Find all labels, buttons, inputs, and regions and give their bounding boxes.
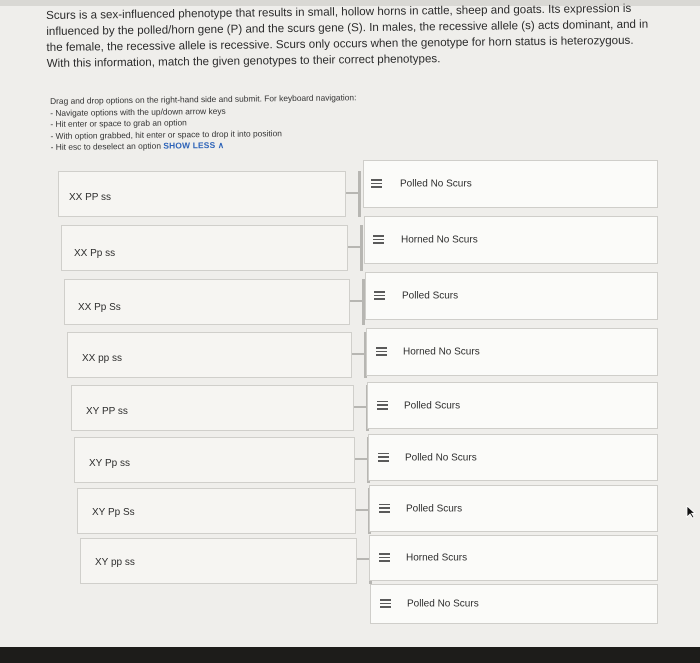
phenotype-label: Polled Scurs [406, 503, 463, 514]
connector [354, 406, 366, 408]
genotype-label: XX pp ss [82, 353, 123, 364]
drag-handle-icon[interactable] [377, 401, 388, 410]
phenotype-option[interactable] [366, 328, 658, 376]
instruction-step: - With option grabbed, hit enter or space to drop it into position [50, 127, 282, 141]
genotype-label: XY Pp Ss [92, 507, 135, 518]
instructions [50, 91, 451, 154]
drag-handle-icon[interactable] [379, 504, 390, 513]
genotype-zone [64, 279, 350, 325]
genotype-label: XX PP ss [69, 192, 112, 203]
phenotype-option[interactable] [369, 485, 658, 532]
question-text: Scurs is a sex-influenced phenotype that results in small, hollow horns in cattle, sheep and goats. Its expression is influenced by the polled/horn gene (P) and the scurs gene (S). In males, the recessive allele (s) acts dominant, and in the female, the recessive allele is recessive. Scurs only occurs when the genotype for horn status is heterozygous. With this information, match the given genotypes to their correct phenotypes. [46, 1, 649, 70]
mouse-pointer-icon [686, 505, 696, 519]
connector [352, 353, 364, 355]
genotype-label: XX Pp ss [74, 248, 116, 259]
drag-handle-icon[interactable] [378, 453, 389, 462]
connector [346, 192, 358, 194]
instructions-intro: Drag and drop options on the right-hand side and submit. For keyboard navigation: [50, 92, 357, 106]
genotype-zone [67, 332, 352, 378]
instruction-step: - Hit enter or space to grab an option [50, 117, 187, 130]
phenotype-option[interactable] [363, 160, 658, 208]
instruction-step: - Navigate options with the up/down arrow keys [50, 105, 226, 118]
phenotype-label: Horned No Scurs [401, 234, 478, 246]
connector [356, 509, 368, 511]
genotype-zone [61, 225, 348, 271]
drag-handle-icon[interactable] [379, 553, 390, 562]
instruction-step: - Hit esc to deselect an option [50, 141, 162, 153]
genotype-label: XX Pp Ss [78, 302, 121, 313]
genotype-zone [58, 171, 346, 217]
genotype-zone [80, 538, 357, 584]
phenotype-option[interactable] [370, 584, 658, 624]
connector [358, 171, 361, 217]
connector [348, 246, 360, 248]
genotype-label: XY pp ss [95, 557, 135, 568]
genotype-label: XY PP ss [86, 406, 128, 417]
phenotype-option[interactable] [365, 272, 658, 320]
drag-handle-icon[interactable] [380, 599, 391, 608]
phenotype-label: Polled Scurs [404, 400, 461, 411]
phenotype-label: Polled No Scurs [405, 452, 477, 463]
show-less-link[interactable]: SHOW LESS ∧ [163, 140, 225, 151]
phenotype-label: Polled No Scurs [400, 178, 472, 190]
genotype-zone [77, 488, 356, 534]
genotype-zone [71, 385, 354, 431]
drag-handle-icon[interactable] [373, 235, 384, 244]
connector [350, 300, 362, 302]
phenotype-label: Horned Scurs [406, 552, 468, 564]
drag-handle-icon[interactable] [371, 179, 382, 188]
connector [355, 458, 367, 460]
phenotype-option[interactable] [364, 216, 658, 264]
phenotype-option[interactable] [368, 434, 658, 481]
phenotype-label: Polled No Scurs [407, 598, 479, 610]
connector [360, 225, 363, 271]
connector [357, 558, 369, 560]
bottom-edge [0, 647, 700, 663]
phenotype-option[interactable] [369, 535, 658, 581]
phenotype-option[interactable] [367, 382, 658, 429]
drag-handle-icon[interactable] [376, 347, 387, 356]
phenotype-label: Horned No Scurs [403, 346, 480, 358]
phenotype-label: Polled Scurs [402, 290, 459, 302]
genotype-label: XY Pp ss [89, 458, 130, 469]
genotype-zone [74, 437, 355, 483]
drag-handle-icon[interactable] [374, 291, 385, 300]
